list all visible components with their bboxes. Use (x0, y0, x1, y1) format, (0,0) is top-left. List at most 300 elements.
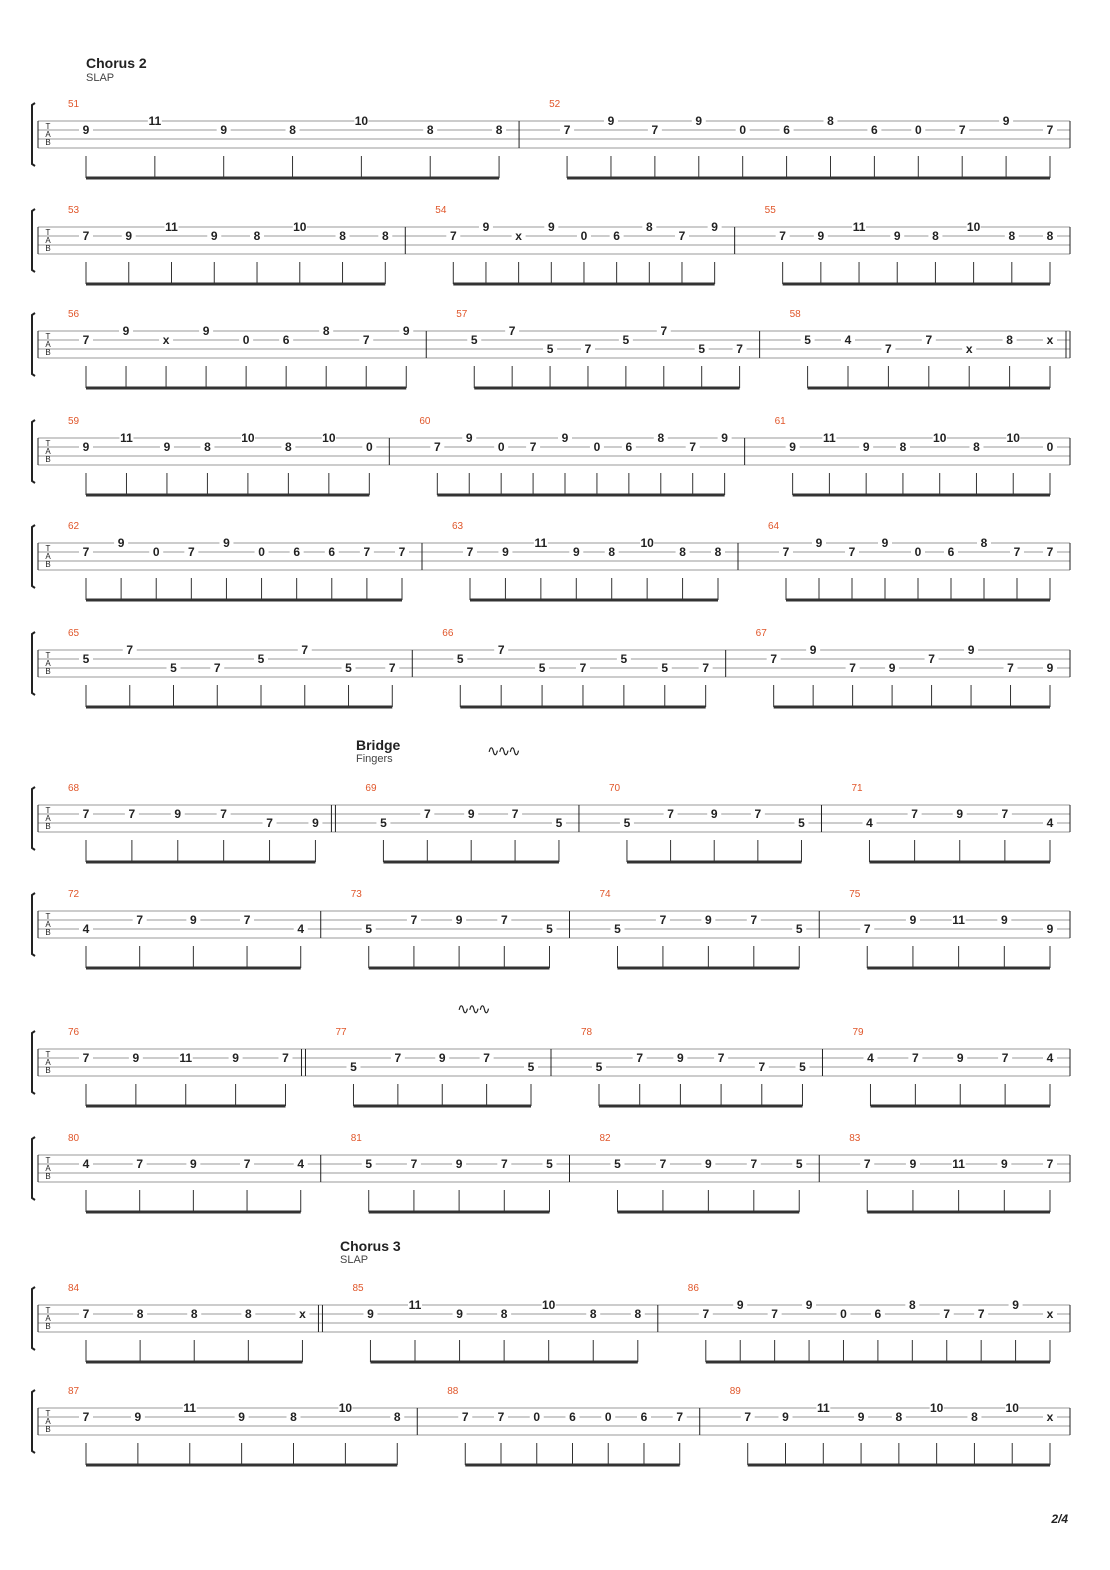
fret-number: 7 (461, 1410, 469, 1424)
tab-clef-letter: A (45, 552, 51, 561)
vibrato-icon: ∿∿∿ (457, 1001, 489, 1018)
fret-number: 6 (871, 123, 878, 137)
fret-number: 9 (721, 431, 728, 445)
measure-number: 77 (335, 1027, 347, 1038)
fret-number: 8 (289, 123, 296, 137)
fret-number: 7 (483, 1051, 490, 1065)
measure-number: 54 (435, 205, 447, 216)
fret-number: 7 (1001, 807, 1009, 821)
fret-number: 9 (857, 1410, 865, 1424)
fret-number: 7 (363, 545, 371, 559)
fret-number: 4 (82, 922, 90, 936)
fret-number: 9 (736, 1298, 744, 1312)
fret-number: 7 (770, 652, 778, 666)
tab-clef-letter: A (45, 447, 51, 456)
fret-number: 0 (365, 440, 373, 454)
fret-number: 9 (893, 229, 901, 243)
measure-number: 71 (851, 783, 863, 794)
fret-number: 8 (932, 229, 939, 243)
fret-number: 6 (947, 545, 955, 559)
fret-number: 7 (500, 913, 508, 927)
measure-number: 88 (447, 1386, 459, 1397)
system-bracket (32, 420, 35, 483)
fret-number: 10 (241, 431, 255, 445)
measure-number: 89 (729, 1386, 741, 1397)
fret-number: 6 (282, 333, 290, 347)
fret-number: 8 (899, 440, 907, 454)
fret-number: 9 (502, 545, 509, 559)
fret-number: 9 (695, 114, 703, 128)
tab-clef-letter: T (45, 1306, 51, 1315)
fret-number: 7 (243, 1157, 251, 1171)
measure-number: 84 (68, 1283, 80, 1294)
system-bracket (32, 893, 35, 956)
fret-number: 8 (204, 440, 211, 454)
fret-number: 7 (779, 229, 786, 243)
fret-number: 9 (789, 440, 796, 454)
fret-number: 9 (677, 1051, 684, 1065)
fret-number: 8 (322, 324, 330, 338)
fret-number: 0 (604, 1410, 612, 1424)
fret-number: 7 (508, 324, 516, 338)
fret-number: 0 (739, 123, 747, 137)
fret-number: 7 (394, 1051, 402, 1065)
fret-number: 9 (163, 440, 171, 454)
fret-number: 7 (771, 1307, 778, 1321)
fret-number: 7 (849, 661, 856, 675)
measure-number: 57 (456, 309, 468, 320)
tab-clef-letter: A (45, 130, 51, 139)
fret-number: 7 (82, 545, 90, 559)
fret-number: 5 (622, 333, 630, 347)
fret-number: 8 (971, 1410, 978, 1424)
fret-number: 9 (125, 229, 133, 243)
tab-clef-letter: B (45, 244, 51, 253)
fret-number: 7 (466, 545, 474, 559)
fret-number: 7 (744, 1410, 752, 1424)
system-bracket (32, 1287, 35, 1350)
fret-number: 7 (863, 922, 871, 936)
system-bracket (32, 1390, 35, 1453)
tab-clef-letter: T (45, 912, 51, 921)
tab-clef-letter: T (45, 1409, 51, 1418)
measure-number: 59 (68, 416, 80, 427)
fret-number: 0 (580, 229, 588, 243)
fret-number: 5 (546, 1157, 553, 1171)
fret-number: 7 (282, 1051, 289, 1065)
fret-number: 9 (1046, 661, 1054, 675)
fret-number: 7 (928, 652, 935, 666)
fret-number: 7 (848, 545, 856, 559)
fret-number: 9 (956, 807, 964, 821)
tab-clef-letter: B (45, 1425, 51, 1434)
tab-clef-letter: A (45, 1058, 51, 1067)
measure-number: 68 (68, 783, 80, 794)
fret-number: 7 (1046, 545, 1054, 559)
fret-number: 8 (339, 229, 346, 243)
fret-number: 9 (888, 661, 896, 675)
fret-number: 8 (500, 1307, 508, 1321)
measure-number: 82 (599, 1133, 611, 1144)
fret-number: 9 (238, 1410, 245, 1424)
fret-number: 0 (242, 333, 250, 347)
fret-number: 7 (511, 807, 519, 821)
fret-number: 7 (187, 545, 195, 559)
fret-number: 8 (285, 440, 292, 454)
fret-number: 8 (290, 1410, 297, 1424)
tab-clef-letter: A (45, 1417, 51, 1426)
fret-number: x (965, 342, 973, 356)
fret-number: 9 (367, 1307, 374, 1321)
fret-number: 7 (497, 643, 505, 657)
measure-number: 83 (849, 1133, 861, 1144)
fret-number: 9 (705, 913, 712, 927)
fret-number: 9 (117, 536, 125, 550)
fret-number: 7 (82, 807, 90, 821)
fret-number: 8 (589, 1307, 597, 1321)
fret-number: 7 (128, 807, 136, 821)
fret-number: 7 (717, 1051, 725, 1065)
vibrato-icon: ∿∿∿ (487, 743, 519, 760)
fret-number: 5 (795, 1157, 803, 1171)
fret-number: 7 (82, 1051, 90, 1065)
fret-number: 5 (798, 816, 805, 830)
fret-number: 9 (312, 816, 319, 830)
fret-number: 4 (82, 1157, 90, 1171)
fret-number: 9 (547, 220, 555, 234)
tab-clef-letter: B (45, 822, 51, 831)
fret-number: 7 (676, 1410, 684, 1424)
fret-number: 5 (538, 661, 546, 675)
fret-number: 10 (354, 114, 369, 128)
fret-number: 4 (297, 1157, 305, 1171)
fret-number: 9 (122, 324, 130, 338)
measure-number: 56 (68, 309, 80, 320)
fret-number: 7 (912, 1051, 919, 1065)
fret-number: 7 (943, 1307, 951, 1321)
measure-number: 66 (442, 628, 454, 639)
fret-number: 11 (816, 1401, 830, 1415)
fret-number: 5 (365, 1157, 373, 1171)
measure-number: 73 (350, 889, 362, 900)
fret-number: 10 (966, 220, 981, 234)
fret-number: 6 (874, 1307, 882, 1321)
fret-number: 9 (467, 807, 475, 821)
fret-number: 9 (607, 114, 615, 128)
fret-number: 5 (623, 816, 631, 830)
measure-number: 76 (68, 1027, 80, 1038)
fret-number: 0 (914, 545, 922, 559)
fret-number: 9 (220, 123, 228, 137)
fret-number: 11 (952, 1157, 965, 1171)
fret-number: 5 (257, 652, 265, 666)
measure-number: 58 (789, 309, 801, 320)
fret-number: 6 (613, 229, 620, 243)
fret-number: x (162, 333, 170, 347)
fret-number: 9 (190, 913, 197, 927)
fret-number: 9 (1046, 922, 1054, 936)
fret-number: 8 (645, 220, 653, 234)
fret-number: 7 (863, 1157, 871, 1171)
fret-number: 7 (702, 661, 710, 675)
fret-number: 7 (660, 324, 668, 338)
fret-number: 9 (782, 1410, 789, 1424)
fret-number: 7 (136, 1157, 144, 1171)
fret-number: 7 (398, 545, 406, 559)
measure-number: 74 (599, 889, 611, 900)
tab-clef-letter: T (45, 651, 51, 660)
fret-number: 5 (470, 333, 478, 347)
fret-number: 10 (1005, 1401, 1019, 1415)
system-bracket (32, 787, 35, 850)
fret-number: 10 (1006, 431, 1020, 445)
system-bracket (32, 525, 35, 588)
fret-number: x (1046, 1410, 1054, 1424)
fret-number: 5 (380, 816, 387, 830)
system-bracket (32, 313, 35, 376)
fret-number: 10 (933, 431, 947, 445)
fret-number: 9 (202, 324, 210, 338)
fret-number: 8 (1008, 229, 1016, 243)
section-technique-slap-2: SLAP (340, 1254, 369, 1266)
page-number: 2/4 (1051, 1512, 1068, 1526)
fret-number: 7 (1001, 1051, 1009, 1065)
fret-number: 7 (266, 816, 273, 830)
fret-number: 8 (1006, 333, 1013, 347)
measure-number: 55 (764, 205, 776, 216)
measure-number: 67 (755, 628, 767, 639)
section-title-bridge: Bridge (356, 737, 401, 753)
fret-number: 7 (1046, 123, 1054, 137)
fret-number: 6 (640, 1410, 648, 1424)
fret-number: 5 (365, 922, 373, 936)
fret-number: 10 (640, 536, 654, 550)
fret-number: 7 (529, 440, 537, 454)
fret-number: 7 (651, 123, 659, 137)
measure-number: 52 (549, 99, 561, 110)
fret-number: 7 (584, 342, 592, 356)
measure-number: 75 (849, 889, 861, 900)
section-title-chorus-2: Chorus 2 (86, 55, 147, 71)
measure-number: 61 (774, 416, 786, 427)
tab-clef-letter: T (45, 439, 51, 448)
fret-number: 4 (867, 1051, 874, 1065)
fret-number: 9 (455, 1157, 463, 1171)
fret-number: 8 (908, 1298, 916, 1312)
fret-number: 7 (410, 913, 418, 927)
measure-number: 69 (365, 783, 377, 794)
system-bracket (32, 1137, 35, 1200)
tab-clef-letter: A (45, 814, 51, 823)
fret-number: 7 (126, 643, 134, 657)
fret-number: 7 (667, 807, 674, 821)
fret-number: 5 (527, 1060, 535, 1074)
fret-number: 5 (614, 1157, 621, 1171)
measure-number: 51 (68, 99, 80, 110)
fret-number: 8 (381, 229, 389, 243)
fret-number: 11 (120, 431, 133, 445)
fret-number: 11 (165, 220, 178, 234)
fret-number: 10 (338, 1401, 353, 1415)
fret-number: 6 (293, 545, 301, 559)
fret-number: 4 (844, 333, 852, 347)
measure-number: 70 (608, 783, 621, 794)
tab-clef-letter: T (45, 228, 51, 237)
fret-number: 8 (393, 1410, 401, 1424)
system-bracket (32, 103, 35, 166)
fret-number: 9 (956, 1051, 964, 1065)
fret-number: 9 (174, 807, 182, 821)
fret-number: 9 (817, 229, 825, 243)
fret-number: 4 (866, 816, 873, 830)
fret-number: 11 (534, 536, 548, 550)
fret-number: 11 (179, 1051, 193, 1065)
fret-number: 7 (410, 1157, 418, 1171)
fret-number: 10 (929, 1401, 944, 1415)
fret-number: 7 (702, 1307, 710, 1321)
tab-clef-letter: T (45, 332, 51, 341)
fret-number: 9 (223, 536, 230, 550)
fret-number: 9 (1012, 1298, 1019, 1312)
fret-number: 9 (1000, 913, 1008, 927)
fret-number: 0 (533, 1410, 541, 1424)
fret-number: 7 (925, 333, 933, 347)
fret-number: 7 (500, 1157, 508, 1171)
fret-number: 5 (620, 652, 628, 666)
fret-number: 7 (433, 440, 441, 454)
fret-number: 5 (555, 816, 563, 830)
measure-number: 78 (581, 1027, 593, 1038)
fret-number: 9 (134, 1410, 142, 1424)
fret-number: 7 (301, 643, 309, 657)
fret-number: 7 (736, 342, 743, 356)
fret-number: 8 (253, 229, 261, 243)
fret-number: 9 (815, 536, 823, 550)
fret-number: 9 (909, 1157, 917, 1171)
tab-clef-letter: A (45, 1314, 51, 1323)
fret-number: 9 (1000, 1157, 1008, 1171)
section-technique-slap: SLAP (86, 72, 115, 84)
tab-clef-letter: B (45, 667, 51, 676)
fret-number: 11 (408, 1298, 422, 1312)
measure-number: 65 (68, 628, 80, 639)
measure-number: 72 (68, 889, 80, 900)
fret-number: 9 (190, 1157, 197, 1171)
fret-number: 5 (661, 661, 669, 675)
fret-number: 7 (243, 913, 251, 927)
measure-number: 79 (852, 1027, 864, 1038)
fret-number: 7 (1013, 545, 1021, 559)
fret-number: 9 (710, 807, 718, 821)
fret-number: 8 (495, 123, 503, 137)
fret-number: 9 (881, 536, 889, 550)
fret-number: 7 (213, 661, 221, 675)
measure-number: 62 (68, 521, 80, 532)
fret-number: 5 (82, 652, 90, 666)
fret-number: 5 (698, 342, 706, 356)
fret-number: 7 (220, 807, 227, 821)
fret-number: 7 (136, 913, 144, 927)
fret-number: 0 (914, 123, 922, 137)
fret-number: 11 (852, 220, 866, 234)
fret-number: 0 (840, 1307, 847, 1321)
measure-number: 63 (452, 521, 464, 532)
tab-clef-letter: T (45, 122, 51, 131)
fret-number: 11 (952, 913, 965, 927)
tab-clef-letter: B (45, 455, 51, 464)
fret-number: 7 (636, 1051, 644, 1065)
tab-clef-letter: T (45, 1156, 51, 1165)
fret-number: 7 (82, 333, 90, 347)
measure-number: 60 (419, 416, 431, 427)
tab-clef-letter: A (45, 340, 51, 349)
fret-number: 7 (958, 123, 966, 137)
fret-number: 0 (497, 440, 505, 454)
fret-number: 9 (862, 440, 870, 454)
fret-number: 9 (132, 1051, 140, 1065)
fret-number: 7 (659, 913, 667, 927)
fret-number: 7 (579, 661, 587, 675)
fret-number: 8 (190, 1307, 198, 1321)
fret-number: 9 (805, 1298, 813, 1312)
measure-number: 87 (68, 1386, 80, 1397)
fret-number: 9 (82, 440, 90, 454)
fret-number: 8 (895, 1410, 903, 1424)
fret-number: 4 (1046, 1051, 1054, 1065)
fret-number: 11 (823, 431, 836, 445)
fret-number: 5 (795, 922, 803, 936)
fret-number: 9 (82, 123, 90, 137)
tab-clef-letter: T (45, 1050, 51, 1059)
system-bracket (32, 632, 35, 695)
fret-number: 8 (136, 1307, 144, 1321)
fret-number: 7 (1007, 661, 1014, 675)
fret-number: 5 (614, 922, 621, 936)
fret-number: 11 (148, 114, 162, 128)
fret-number: 10 (293, 220, 307, 234)
fret-number: 9 (482, 220, 490, 234)
tab-clef-letter: B (45, 1066, 51, 1075)
fret-number: 8 (1046, 229, 1054, 243)
fret-number: 10 (542, 1298, 556, 1312)
tab-clef-letter: B (45, 1322, 51, 1331)
fret-number: 5 (546, 922, 553, 936)
tab-clef-letter: B (45, 560, 51, 569)
tab-clef-letter: T (45, 806, 51, 815)
fret-number: 8 (973, 440, 980, 454)
fret-number: 0 (593, 440, 601, 454)
fret-number: 7 (82, 229, 90, 243)
fret-number: 9 (967, 643, 975, 657)
fret-number: 4 (1046, 816, 1054, 830)
fret-number: 8 (657, 431, 665, 445)
measure-number: 64 (768, 521, 780, 532)
fret-number: 7 (750, 913, 758, 927)
fret-number: 5 (350, 1060, 357, 1074)
fret-number: 10 (322, 431, 336, 445)
fret-number: 5 (170, 661, 177, 675)
measure-number: 86 (687, 1283, 699, 1294)
fret-number: 9 (232, 1051, 239, 1065)
fret-number: 8 (679, 545, 686, 559)
fret-number: 6 (328, 545, 336, 559)
section-title-chorus-3: Chorus 3 (340, 1238, 401, 1254)
fret-number: 7 (82, 1410, 90, 1424)
fret-number: 7 (758, 1060, 766, 1074)
fret-number: 9 (402, 324, 410, 338)
fret-number: 5 (546, 342, 554, 356)
fret-number: 7 (754, 807, 762, 821)
